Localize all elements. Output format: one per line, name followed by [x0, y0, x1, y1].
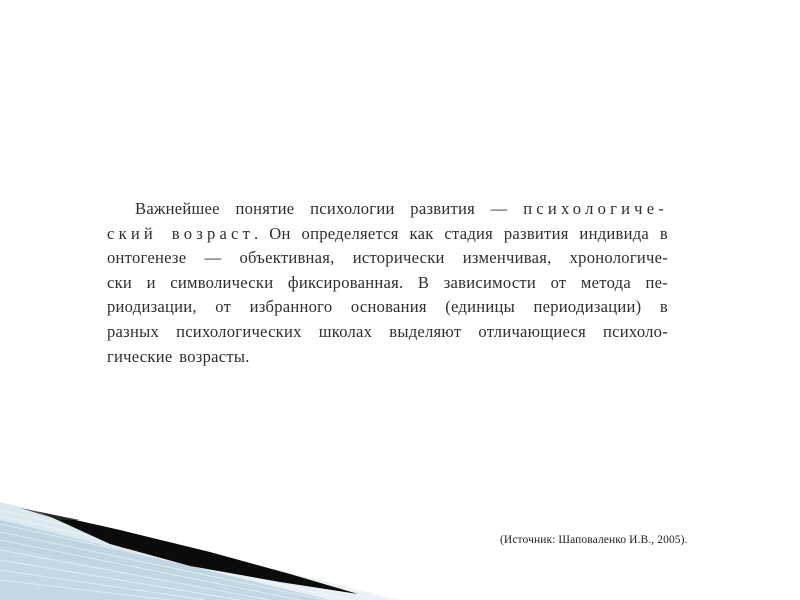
- paragraph-line-2-text: . Он определяется как стадия развития индивида в: [254, 223, 668, 243]
- paragraph-line-3: онтогенезе — объективная, исторически изменчивая, хронологиче-: [107, 248, 668, 268]
- corner-decoration: [0, 490, 400, 600]
- emphasized-term-part1: психологиче-: [523, 199, 668, 218]
- paragraph-line-2: [107, 222, 668, 247]
- paragraph-line-1-text: Важнейшее понятие психологии развития —: [135, 199, 524, 218]
- main-paragraph: [107, 197, 668, 369]
- paragraph-line-1: [107, 197, 668, 222]
- emphasized-term-part2: ский возраст: [107, 223, 255, 243]
- paragraph-line-5: риодизации, от избранного основания (единицы периодизации) в: [107, 297, 668, 317]
- paragraph-line-7: гические возрасты.: [107, 346, 250, 366]
- paragraph-line-6: разных психологических школах выделяют отличающиеся психоло-: [107, 321, 668, 341]
- paragraph-line-4: ски и символически фиксированная. В зависимости от метода пе-: [107, 272, 668, 292]
- source-citation: (Источник: Шаповаленко И.В., 2005).: [500, 534, 688, 546]
